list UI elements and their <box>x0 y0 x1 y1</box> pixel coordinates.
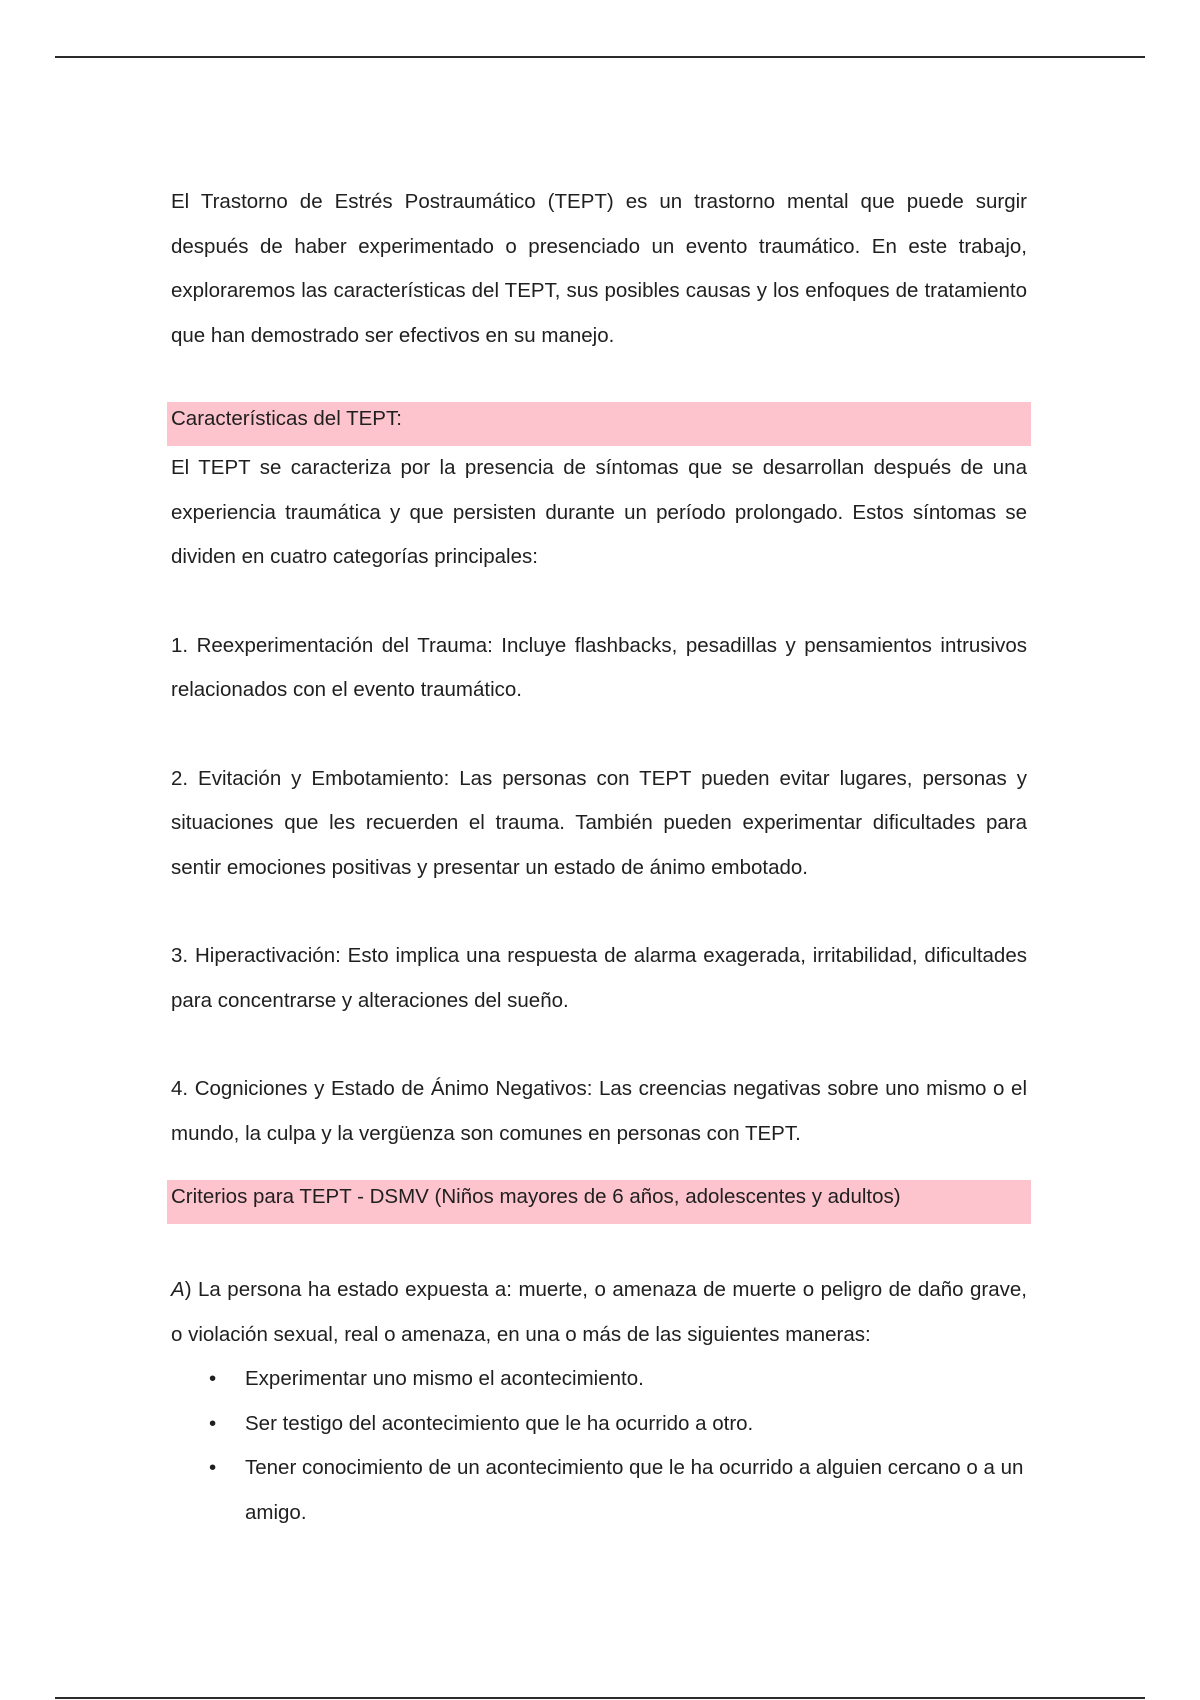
spacer <box>171 713 1027 757</box>
criterion-a-paragraph <box>171 1268 1027 1357</box>
symptom-item-3: 3. Hiperactivación: Esto implica una respuesta de alarma exagerada, irritabilidad, dificultades para concentrarse y alteraciones del sueño. <box>171 944 1027 1012</box>
document-body <box>171 180 1027 1535</box>
bottom-rule <box>55 1697 1145 1699</box>
symptom-item-4: 4. Cogniciones y Estado de Ánimo Negativos: Las creencias negativas sobre uno mismo o el mundo, la culpa y la vergüenza son comunes en personas con TEPT. <box>171 1077 1027 1145</box>
symptom-item-1: 1. Reexperimentación del Trauma: Incluye flashbacks, pesadillas y pensamientos intrusivos relacionados con el evento traumático. <box>171 633 1027 701</box>
criterion-a-label: A <box>171 1278 185 1301</box>
spacer <box>171 358 1027 402</box>
list-item-text: Experimentar uno mismo el acontecimiento. <box>245 1367 644 1390</box>
list-item <box>209 1446 1027 1535</box>
top-rule <box>55 56 1145 58</box>
section-heading-criteria: Criterios para TEPT - DSMV (Niños mayores de 6 años, adolescentes y adultos) <box>167 1180 1031 1224</box>
list-item <box>209 1402 1027 1447</box>
criterion-a-text: ) La persona ha estado expuesta a: muerte, o amenaza de muerte o peligro de daño grave, o violación sexual, real o amenaza, en una o más de las siguientes maneras: <box>171 1278 1027 1346</box>
list-item-text: Tener conocimiento de un acontecimiento que le ha ocurrido a alguien cercano o a un amigo. <box>245 1456 1024 1524</box>
spacer <box>171 580 1027 624</box>
characteristics-paragraph: El TEPT se caracteriza por la presencia de síntomas que se desarrollan después de una experiencia traumática y que persisten durante un período prolongado. Estos síntomas se dividen en cuatro categorías principales: <box>171 456 1027 568</box>
exposure-list <box>171 1357 1027 1535</box>
bullet-icon: • <box>209 1367 217 1390</box>
spacer <box>171 1156 1027 1180</box>
intro-paragraph: El Trastorno de Estrés Postraumático (TEPT) es un trastorno mental que puede surgir después de haber experimentado o presenciado un evento traumático. En este trabajo, exploraremos las características del TEPT, sus posibles causas y los enfoques de tratamiento que han demostrado ser efectivos en su manejo. <box>171 190 1027 347</box>
bullet-icon: • <box>209 1456 217 1479</box>
spacer <box>171 890 1027 934</box>
section-heading-characteristics: Características del TEPT: <box>167 402 1031 446</box>
bullet-icon: • <box>209 1411 217 1435</box>
symptom-item-2: 2. Evitación y Embotamiento: Las personas con TEPT pueden evitar lugares, personas y situaciones que les recuerden el trauma. También pueden experimentar dificultades para sentir emociones positivas y presentar un estado de ánimo embotado. <box>171 766 1027 879</box>
spacer <box>171 1224 1027 1268</box>
list-item <box>209 1357 1027 1402</box>
spacer <box>171 1023 1027 1067</box>
list-item-text: Ser testigo del acontecimiento que le ha ocurrido a otro. <box>245 1411 754 1435</box>
